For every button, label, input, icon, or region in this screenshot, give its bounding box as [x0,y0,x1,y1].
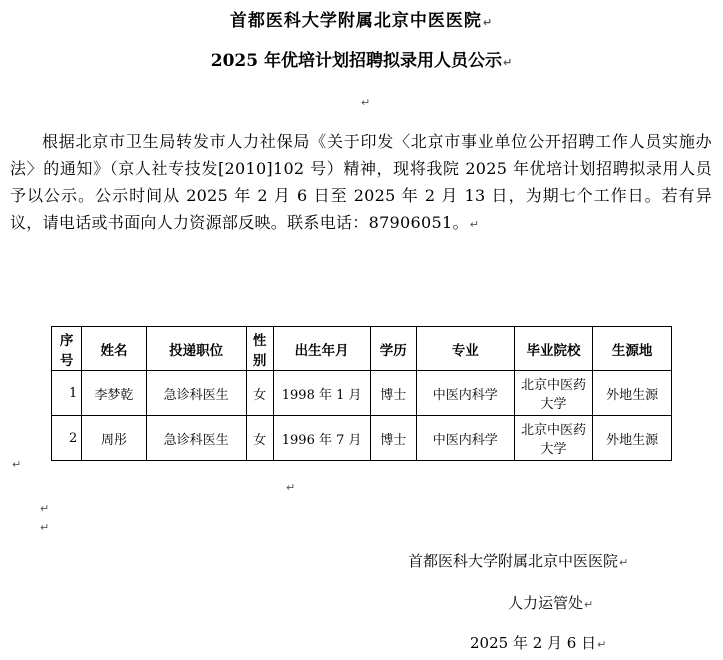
header-seq: 序号 [52,327,82,371]
cell-origin: 外地生源 [593,416,672,461]
cell-name: 李梦乾 [82,371,147,416]
table-row [52,416,672,461]
notice-body [10,128,712,238]
cell-degree: 博士 [370,371,416,416]
signature-department-text: 人力运管处 [508,594,584,612]
header-name: 姓名 [82,327,147,371]
paragraph-mark: ↵ [40,502,50,515]
paragraph-mark: ↵ [40,521,50,534]
header-major: 专业 [416,327,514,371]
paragraph-mark: ↵ [597,638,607,651]
paragraph-mark: ↵ [482,16,494,29]
header-school: 毕业院校 [514,327,593,371]
table-header-row [52,327,672,371]
candidate-table [51,326,672,461]
signature-date-text: 2025 年 2 月 6 日 [470,634,597,652]
signature-department [508,592,593,613]
cell-major: 中医内科学 [416,416,514,461]
hospital-title-text: 首都医科大学附属北京中医医院 [229,11,482,31]
cell-gender: 女 [246,416,273,461]
header-degree: 学历 [370,327,416,371]
signature-org-text: 首都医科大学附属北京中医医院 [408,552,619,570]
cell-gender: 女 [246,371,273,416]
cell-birth: 1998 年 1 月 [273,371,370,416]
cell-major: 中医内科学 [416,371,514,416]
paragraph-mark: ↵ [503,56,513,69]
notice-title [0,46,723,71]
header-gender: 性别 [246,327,273,371]
header-origin: 生源地 [593,327,672,371]
paragraph-mark: ↵ [361,96,371,109]
paragraph-mark: ↵ [12,458,22,471]
paragraph-mark: ↵ [469,218,480,231]
paragraph-mark: ↵ [286,481,296,494]
notice-title-text: 2025 年优培计划招聘拟录用人员公示 [210,51,502,71]
paragraph-mark: ↵ [584,598,594,611]
table-row [52,371,672,416]
header-birth: 出生年月 [273,327,370,371]
cell-origin: 外地生源 [593,371,672,416]
hospital-title [0,6,723,31]
cell-school: 北京中医药大学 [514,416,593,461]
cell-degree: 博士 [370,416,416,461]
cell-position: 急诊科医生 [146,371,246,416]
cell-seq: 2 [52,416,82,461]
signature-date [470,632,606,653]
cell-school: 北京中医药大学 [514,371,593,416]
paragraph-mark: ↵ [619,556,629,569]
cell-birth: 1996 年 7 月 [273,416,370,461]
header-position: 投递职位 [146,327,246,371]
cell-position: 急诊科医生 [146,416,246,461]
cell-seq: 1 [52,371,82,416]
signature-org [408,550,628,571]
notice-body-text: 根据北京市卫生局转发市人力社保局《关于印发〈北京市事业单位公开招聘工作人员实施办法〉的通知》（京人社专技发[2010]102 号）精神，现将我院 2025 年优培计划招聘拟录用人员予以公示。公示时间从 2025 年 2 月 6 日至 2025 年 2 月 13 日，为期七个工作日。若有异议，请电话或书面向人力资源部反映。联系电话：87906051。 [10,132,712,232]
cell-name: 周彤 [82,416,147,461]
